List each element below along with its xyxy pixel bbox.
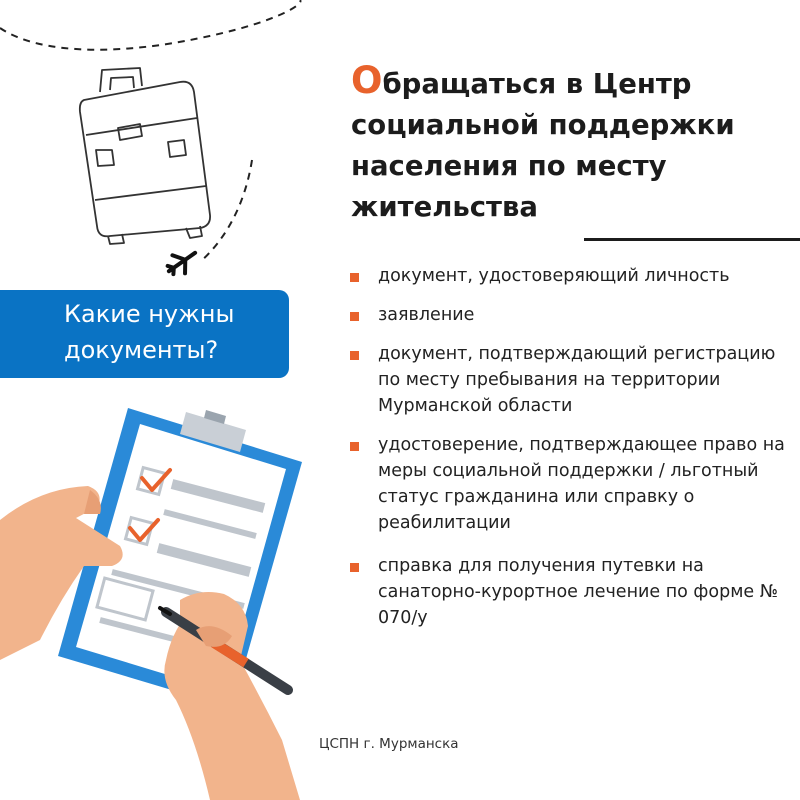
list-item: [350, 263, 790, 289]
list-item-text: заявление: [378, 305, 475, 325]
list-item: [350, 553, 790, 631]
flight-path-lower: [200, 160, 252, 262]
title-underline: [584, 238, 800, 241]
list-item: [350, 302, 790, 328]
page-title: [351, 60, 791, 228]
bullet-icon: [350, 312, 359, 321]
source-caption: ЦСПН г. Мурманска: [319, 736, 459, 752]
list-item-text: документ, удостоверяющий личность: [378, 266, 730, 286]
flight-path: [0, 0, 300, 50]
title-rest: бращаться в Центр социальной поддержки населения по месту жительства: [351, 68, 735, 223]
question-heading: Какие нужны документы?: [64, 300, 235, 364]
list-item: [350, 432, 790, 536]
list-item-text: справка для получения путевки на санаторно-курортное лечение по форме № 070/у: [378, 556, 778, 628]
documents-list: [350, 263, 790, 631]
suitcase-icon: [80, 68, 210, 244]
bullet-icon: [350, 442, 359, 451]
bullet-icon: [350, 273, 359, 282]
bullet-icon: [350, 563, 359, 572]
bullet-icon: [350, 351, 359, 360]
title-initial: О: [351, 59, 383, 102]
list-item: [350, 341, 790, 419]
list-item-text: удостоверение, подтверждающее право на меры социальной поддержки / льготный статус гражданина или справку о реабилитации: [378, 435, 785, 533]
list-item-text: документ, подтверждающий регистрацию по месту пребывания на территории Мурманской области: [378, 344, 776, 416]
airplane-icon: [163, 244, 202, 280]
